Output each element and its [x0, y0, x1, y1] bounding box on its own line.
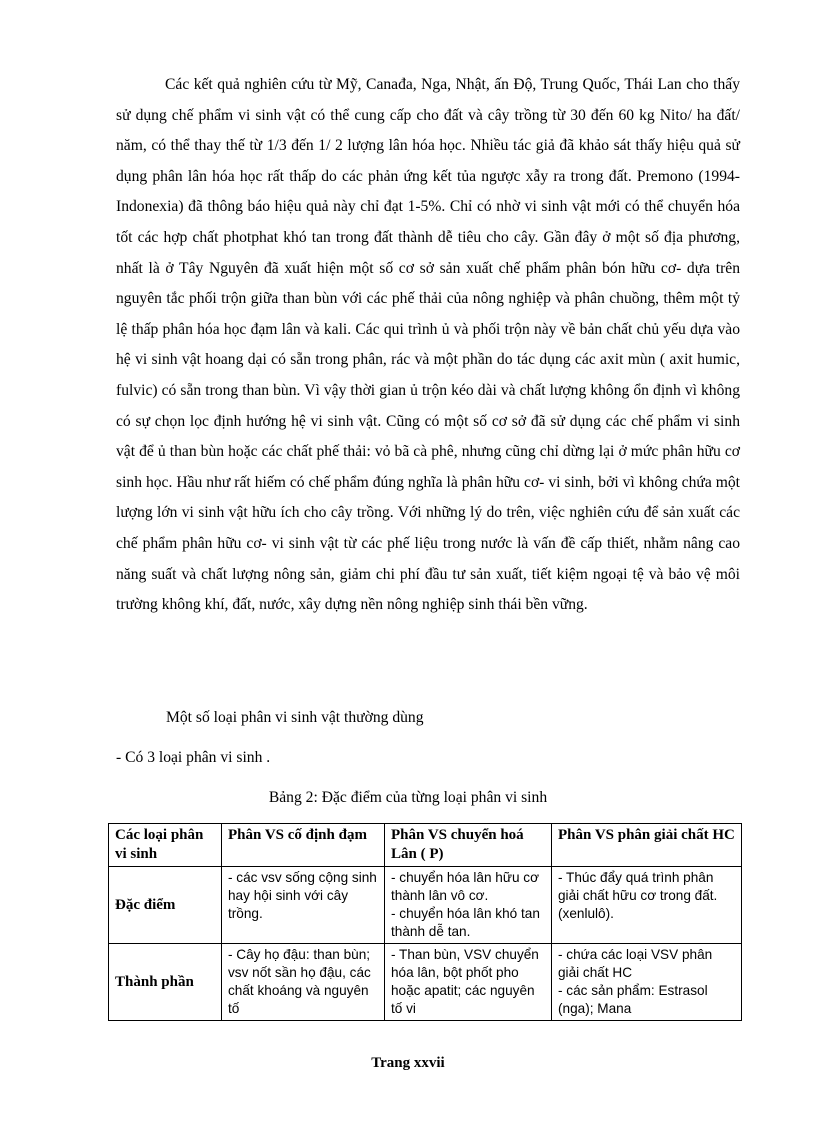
- table-cell: [552, 944, 742, 1021]
- row-label: Thành phần: [109, 944, 222, 1021]
- table-row: [109, 944, 742, 1021]
- cell-text: - Cây họ đậu: than bùn; vsv nốt sần họ đậu, các chất khoáng và nguyên tố: [228, 947, 371, 1016]
- body-paragraph: Các kết quả nghiên cứu từ Mỹ, Canađa, Nga, Nhật, ấn Độ, Trung Quốc, Thái Lan cho thấy sử dụng chế phẩm vi sinh vật có thể cung cấp cho đất và cây trồng từ 30 đến 60 kg Nito/ ha đất/ năm, có thể thay thế từ 1/3 đến 1/ 2 lượng lân hóa học. Nhiều tác giả đã khảo sát thấy hiệu quả sử dụng phân lân hóa học rất thấp do các phản ứng kết tủa ngược xẫy ra trong đất. Premono (1994- Indonexia) đã thông báo hiệu quả này chỉ đạt 1-5%. Chỉ có nhờ vi sinh vật mới có thể chuyển hóa tốt các hợp chất photphat khó tan trong đất thành dễ tiêu cho cây. Gần đây ở một số địa phương, nhất là ở Tây Nguyên đã xuất hiện một số cơ sở sản xuất chế phẩm phân bón hữu cơ- dựa trên nguyên tắc phối trộn giữa than bùn với các phế thải của nông nghiệp và phân chuồng, thêm một tỷ lệ thấp phân hóa học đạm lân và kali. Các qui trình ủ và phối trộn này về bản chất chủ yếu dựa vào hệ vi sinh vật hoang dại có sẵn trong phân, rác và một phần do tác dụng các axit mùn ( axit humic, fulvic) có sẵn trong than bùn. Vì vậy thời gian ủ trộn kéo dài và chất lượng không ổn định vì không có sự chọn lọc định hướng hệ vi sinh vật. Cũng có một số cơ sở đã sử dụng các chế phẩm vi sinh vật để ủ than bùn hoặc các chất phế thải: vỏ bã cà phê, nhưng cũng chỉ dừng lại ở mức phân hữu cơ sinh học. Hầu như rất hiếm có chế phẩm đúng nghĩa là phân hữu cơ- vi sinh, bởi vì không chứa một lượng lớn vi sinh vật hữu ích cho cây trồng. Với những lý do trên, việc nghiên cứu để sản xuất các chế phẩm phân hữu cơ- vi sinh vật từ các phế liệu trong nước là vấn đề cấp thiết, nhằm nâng cao năng suất và chất lượng nông sản, giảm chi phí đầu tư sản xuất, tiết kiệm ngoại tệ và bảo vệ môi trường không khí, đất, nước, xây dựng nền nông nghiệp sinh thái bền vững.: [116, 76, 740, 614]
- cell-text: - Than bùn, VSV chuyển hóa lân, bột phốt pho hoặc apatit; các nguyên tố vi: [391, 947, 539, 1016]
- section-subheading: Một số loại phân vi sinh vật thường dùng: [166, 709, 424, 726]
- header-cell-nitrogen-fixing: Phân VS cố định đạm: [222, 824, 385, 867]
- header-cell-type: Các loại phân vi sinh: [109, 824, 222, 867]
- list-line: - Có 3 loại phân vi sinh .: [116, 749, 271, 766]
- table-cell: [552, 867, 742, 944]
- cell-text: - Thúc đẩy quá trình phân giải chất hữu cơ trong đất. (xenlulô).: [558, 870, 718, 921]
- cell-text: - chứa các loại VSV phân giải chất HC: [558, 947, 713, 980]
- table-caption: Bảng 2: Đặc điểm của từng loại phân vi sinh: [268, 789, 548, 806]
- table-cell: [222, 944, 385, 1021]
- cell-text: - chuyển hóa lân khó tan thành dễ tan.: [391, 906, 540, 939]
- table-cell: [385, 867, 552, 944]
- page-number: Trang xxvii: [371, 1055, 445, 1071]
- table-cell: [222, 867, 385, 944]
- header-cell-organic-decomposing: Phân VS phân giải chất HC: [552, 824, 742, 867]
- characteristics-table: [108, 823, 742, 1021]
- cell-text: - chuyển hóa lân hữu cơ thành lân vô cơ.: [391, 870, 539, 903]
- cell-text: - các vsv sống cộng sinh hay hội sinh với cây trồng.: [228, 870, 377, 921]
- table-cell: [385, 944, 552, 1021]
- header-cell-phosphate: Phân VS chuyển hoá Lân ( P): [385, 824, 552, 867]
- table-row: [109, 867, 742, 944]
- cell-text: - các sản phẩm: Estrasol (nga); Mana: [558, 983, 708, 1016]
- table-header-row: [109, 824, 742, 867]
- row-label: Đặc điểm: [109, 867, 222, 944]
